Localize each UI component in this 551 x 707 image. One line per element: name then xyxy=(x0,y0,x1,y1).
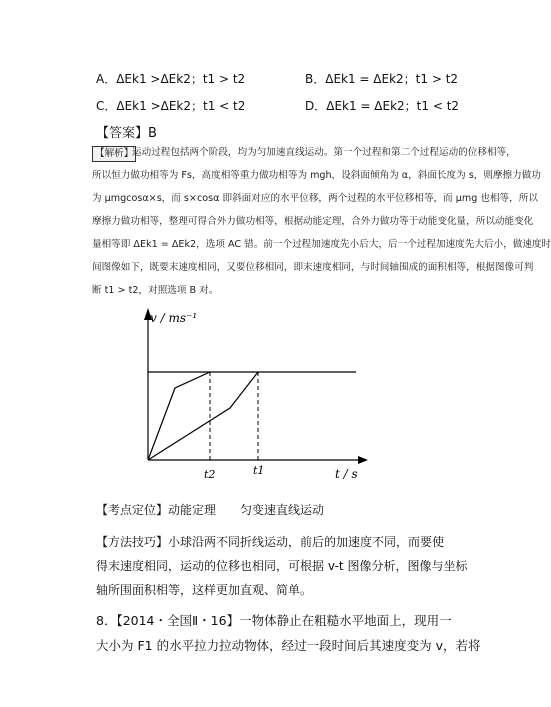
t-axis-arrow xyxy=(358,456,368,464)
question-8-line-1: 8．【2014・全国Ⅱ・16】一物体静止在粗糙水平地面上，现用一 xyxy=(96,613,452,628)
explanation-line-2: 所以恒力做功相等为 Fs，高度相等重力做功相等为 mgh，设斜面倾角为 α，斜面长度为 s，则摩擦力做功 xyxy=(92,170,541,181)
curve-process-1 xyxy=(148,372,210,460)
vt-graph xyxy=(120,300,380,490)
method-line-2: 得末速度相同，运动的位移也相同，可根据 v-t 图像分析，图像与坐标 xyxy=(96,559,468,573)
explanation-line-4: 摩擦力做功相等，整理可得合外力做功相等，根据动能定理，合外力做功等于动能变化量，所以动能变化 xyxy=(92,216,534,227)
option-d: D．ΔEk1 = ΔEk2；t1 < t2 xyxy=(305,99,460,113)
question-8-line-2: 大小为 F1 的水平拉力拉动物体，经过一段时间后其速度变为 v，若将 xyxy=(96,638,481,653)
t2-label: t2 xyxy=(204,468,216,481)
explanation-tag: 【解析】 xyxy=(92,146,136,162)
option-b: B．ΔEk1 = ΔEk2；t1 > t2 xyxy=(305,72,459,86)
v-axis-label: v / ms⁻¹ xyxy=(150,311,198,325)
t-axis-label: t / s xyxy=(335,467,358,481)
t1-label: t1 xyxy=(253,464,265,477)
explanation-line-5: 量相等即 ΔEk1 = ΔEk2，选项 AC 错。前一个过程加速度先小后大，后一个过程加速度先大后小，做速度时 xyxy=(92,239,551,250)
explanation-line-1: 运动过程包括两个阶段，均为匀加速直线运动。第一个过程和第二个过程运动的位移相等， xyxy=(132,147,516,158)
explanation-line-3: 为 μmgcosα×s，而 s×cosα 即斜面对应的水平位移，两个过程的水平位移相等，而 μmg 也相等，所以 xyxy=(92,193,538,204)
explanation-line-7: 断 t1 > t2，对照选项 B 对。 xyxy=(92,285,219,296)
method-line-1: 【方法技巧】小球沿两不同折线运动，前后的加速度不同，而要使 xyxy=(96,535,445,549)
kaodian-line: 【考点定位】动能定理 匀变速直线运动 xyxy=(96,503,325,517)
method-line-3: 轴所围面积相等，这样更加直观、简单。 xyxy=(96,583,313,597)
explanation-line-6: 间图像如下，既要末速度相同，又要位移相同，即末速度相同，与时间轴围成的面积相等，根据图像可判 xyxy=(92,262,534,273)
answer-line: 【答案】B xyxy=(96,126,157,141)
option-a: A．ΔEk1 >ΔEk2；t1 > t2 xyxy=(96,72,246,86)
option-c: C．ΔEk1 >ΔEk2；t1 < t2 xyxy=(96,99,246,113)
